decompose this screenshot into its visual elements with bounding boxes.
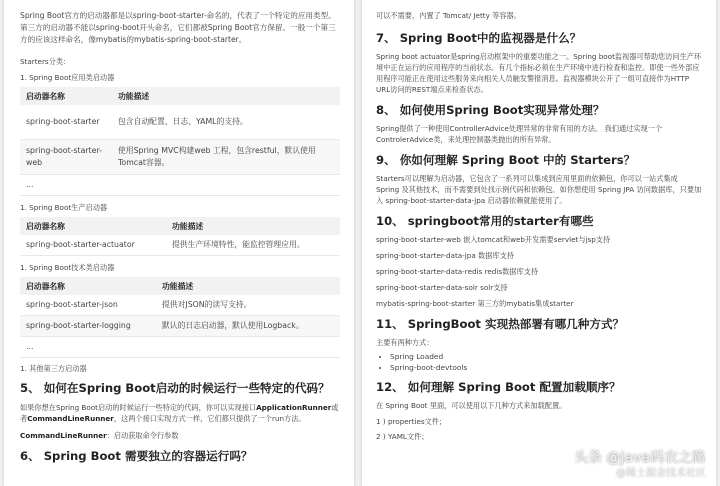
cat1-title: 1. Spring Boot应用类启动器 [20,73,115,82]
watermark-line2: @稀土掘金技术社区 [616,468,706,479]
table-row [20,337,340,358]
table-header-name: 启动器名称 [20,217,166,235]
q5-text-c: 或者 [20,403,339,423]
q5-runner-text: ：启动获取命令行参数 [106,431,179,440]
table-row [20,140,340,175]
table-header-desc: 功能描述 [166,217,340,235]
starters-label: Starters分类： [20,57,71,66]
table-row [20,235,340,256]
q5-app-runner: ApplicationRunner [256,403,332,412]
table-header-desc: 功能描述 [112,87,340,105]
starter-name-cell: spring-boot-starter-actuator [20,235,166,256]
q5-cmd-runner: CommandLineRunner [27,414,114,423]
cat3-table [20,277,340,358]
cat3-title: 1. Spring Boot技术类启动器 [20,263,115,272]
q5-runner-label: CommandLineRunner [20,431,107,440]
q6-answer: 可以不需要，内置了 Tomcat/ Jetty 等容器。 [376,11,521,20]
starter-name-cell: spring-boot-starter-web [20,140,112,175]
table-row [20,105,340,140]
q11-paragraph: 主要有两种方式： [376,338,434,347]
q8-paragraph: Spring提供了一种使用ControllerAdvice处理异常的非常有用的方法。 我们通过实现一个ControlerAdvice类，来处理控制器类抛出的所有异常。 [376,124,663,144]
table-header-name: 启动器名称 [20,87,112,105]
table-row [20,175,340,196]
table-header-row [20,277,340,295]
starter-name-cell: spring-boot-starter-json [20,295,156,316]
list-item: • Spring Loaded [390,351,702,362]
starter-desc-cell: 默认的日志启动器，默认使用Logback。 [156,316,340,337]
heading-q10: 10、 springboot常用的starter有哪些 [376,214,594,228]
heading-q12: 12、 如何理解 Spring Boot 配置加载顺序？ [376,380,621,394]
starter-line: mybatis-spring-boot-starter 第三方的mybatis集成starter [376,299,574,308]
left-page [4,0,354,486]
table-header-row [20,87,340,105]
q9-paragraph: Starters可以理解为启动器，它包含了一系列可以集成到应用里面的依赖包，你可以一站式集成 Spring 及其他技术，而不需要到处找示例代码和依赖包。如你想使用 Spring JPA 访问数据库，只要加入 spring-boot-starter-data-jpa 启动器依赖就能使用了。 [376,174,702,205]
heading-q11: 11、 SpringBoot 实现热部署有哪几种方式？ [376,317,625,331]
heading-q5: 5、 如何在Spring Boot启动的时候运行一些特定的代码？ [20,381,330,395]
starter-desc-cell: 包含自动配置、日志、YAML的支持。 [112,105,340,140]
q5-text-e: ，这两个接口实现方式一样，它们都只提供了一个run方法。 [113,414,306,423]
q5-runner-line [20,430,340,441]
table-header-name: 启动器名称 [20,277,156,295]
config-item: 2 ) YAML文件； [376,432,429,441]
starter-name-cell: ... [20,175,112,196]
heading-q6: 6、 Spring Boot 需要独立的容器运行吗？ [20,449,253,463]
starter-desc-cell [112,175,340,196]
table-header-desc: 功能描述 [156,277,340,295]
cat2-table [20,217,340,256]
hot-deploy-list [376,351,702,373]
heading-q9: 9、 你如何理解 Spring Boot 中的 Starters？ [376,153,636,167]
starter-desc-cell [156,337,340,358]
watermark [574,449,706,480]
q12-paragraph: 在 Spring Boot 里面，可以使用以下几种方式来加载配置。 [376,401,567,410]
table-header-row [20,217,340,235]
list-item: • Spring-boot-devtools [390,362,702,373]
q5-paragraph [20,402,340,424]
starter-name-cell: ... [20,337,156,358]
starter-line: spring-boot-starter-web 嵌入tomcat和web开发需要servlet与jsp支持 [376,235,611,244]
table-row [20,316,340,337]
starter-desc-cell: 提供对JSON的读写支持。 [156,295,340,316]
heading-q7: 7、 Spring Boot中的监视器是什么？ [376,31,582,45]
intro-paragraph: Spring Boot官方的启动器都是以spring-boot-starter-命名的，代表了一个特定的应用类型。第三方的启动器不能以spring-boot开头命名，它们都被Spring Boot官方保留。一般一个第三方的应该这样命名，像mybatis的mybatis-spring-boot-starter。 [20,11,336,44]
cat4-title: 1. 其他第三方启动器 [20,364,87,373]
starter-desc-cell: 使用Spring MVC构建web 工程，包含restful，默认使用Tomcat容器。 [112,140,340,175]
q7-paragraph: Spring boot actuator是spring启动框架中的重要功能之一。Spring boot监视器可帮助您访问生产环境中正在运行的应用程序的当前状态。有几个指标必须在生产环境中进行检查和监控。即使一些外部应用程序可能正在使用这些服务来向相关人员触发警报消息。监视器模块公开了一组可直接作为HTTP URL访问的REST端点来检查状态。 [376,52,702,94]
right-page [362,0,716,486]
starter-line: spring-boot-starter-data-redis redis数据库支持 [376,267,539,276]
cat1-table [20,87,340,196]
cat2-title: 1. Spring Boot生产启动器 [20,203,108,212]
starter-name-cell: spring-boot-starter-logging [20,316,156,337]
q5-text-a: 如果你想在Spring Boot启动的时候运行一些特定的代码，你可以实现接口 [20,403,257,412]
starter-name-cell: spring-boot-starter [20,105,112,140]
table-row [20,295,340,316]
config-item: 1 ) properties文件； [376,417,447,426]
starter-line: spring-boot-starter-data-solr solr支持 [376,283,508,292]
heading-q8: 8、 如何使用Spring Boot实现异常处理？ [376,103,605,117]
watermark-line1: 头条 @Java码农之路 [573,450,706,466]
starter-desc-cell: 提供生产环境特性，能监控管理应用。 [166,235,340,256]
starter-line: spring-boot-starter-data-jpa 数据库支持 [376,251,514,260]
